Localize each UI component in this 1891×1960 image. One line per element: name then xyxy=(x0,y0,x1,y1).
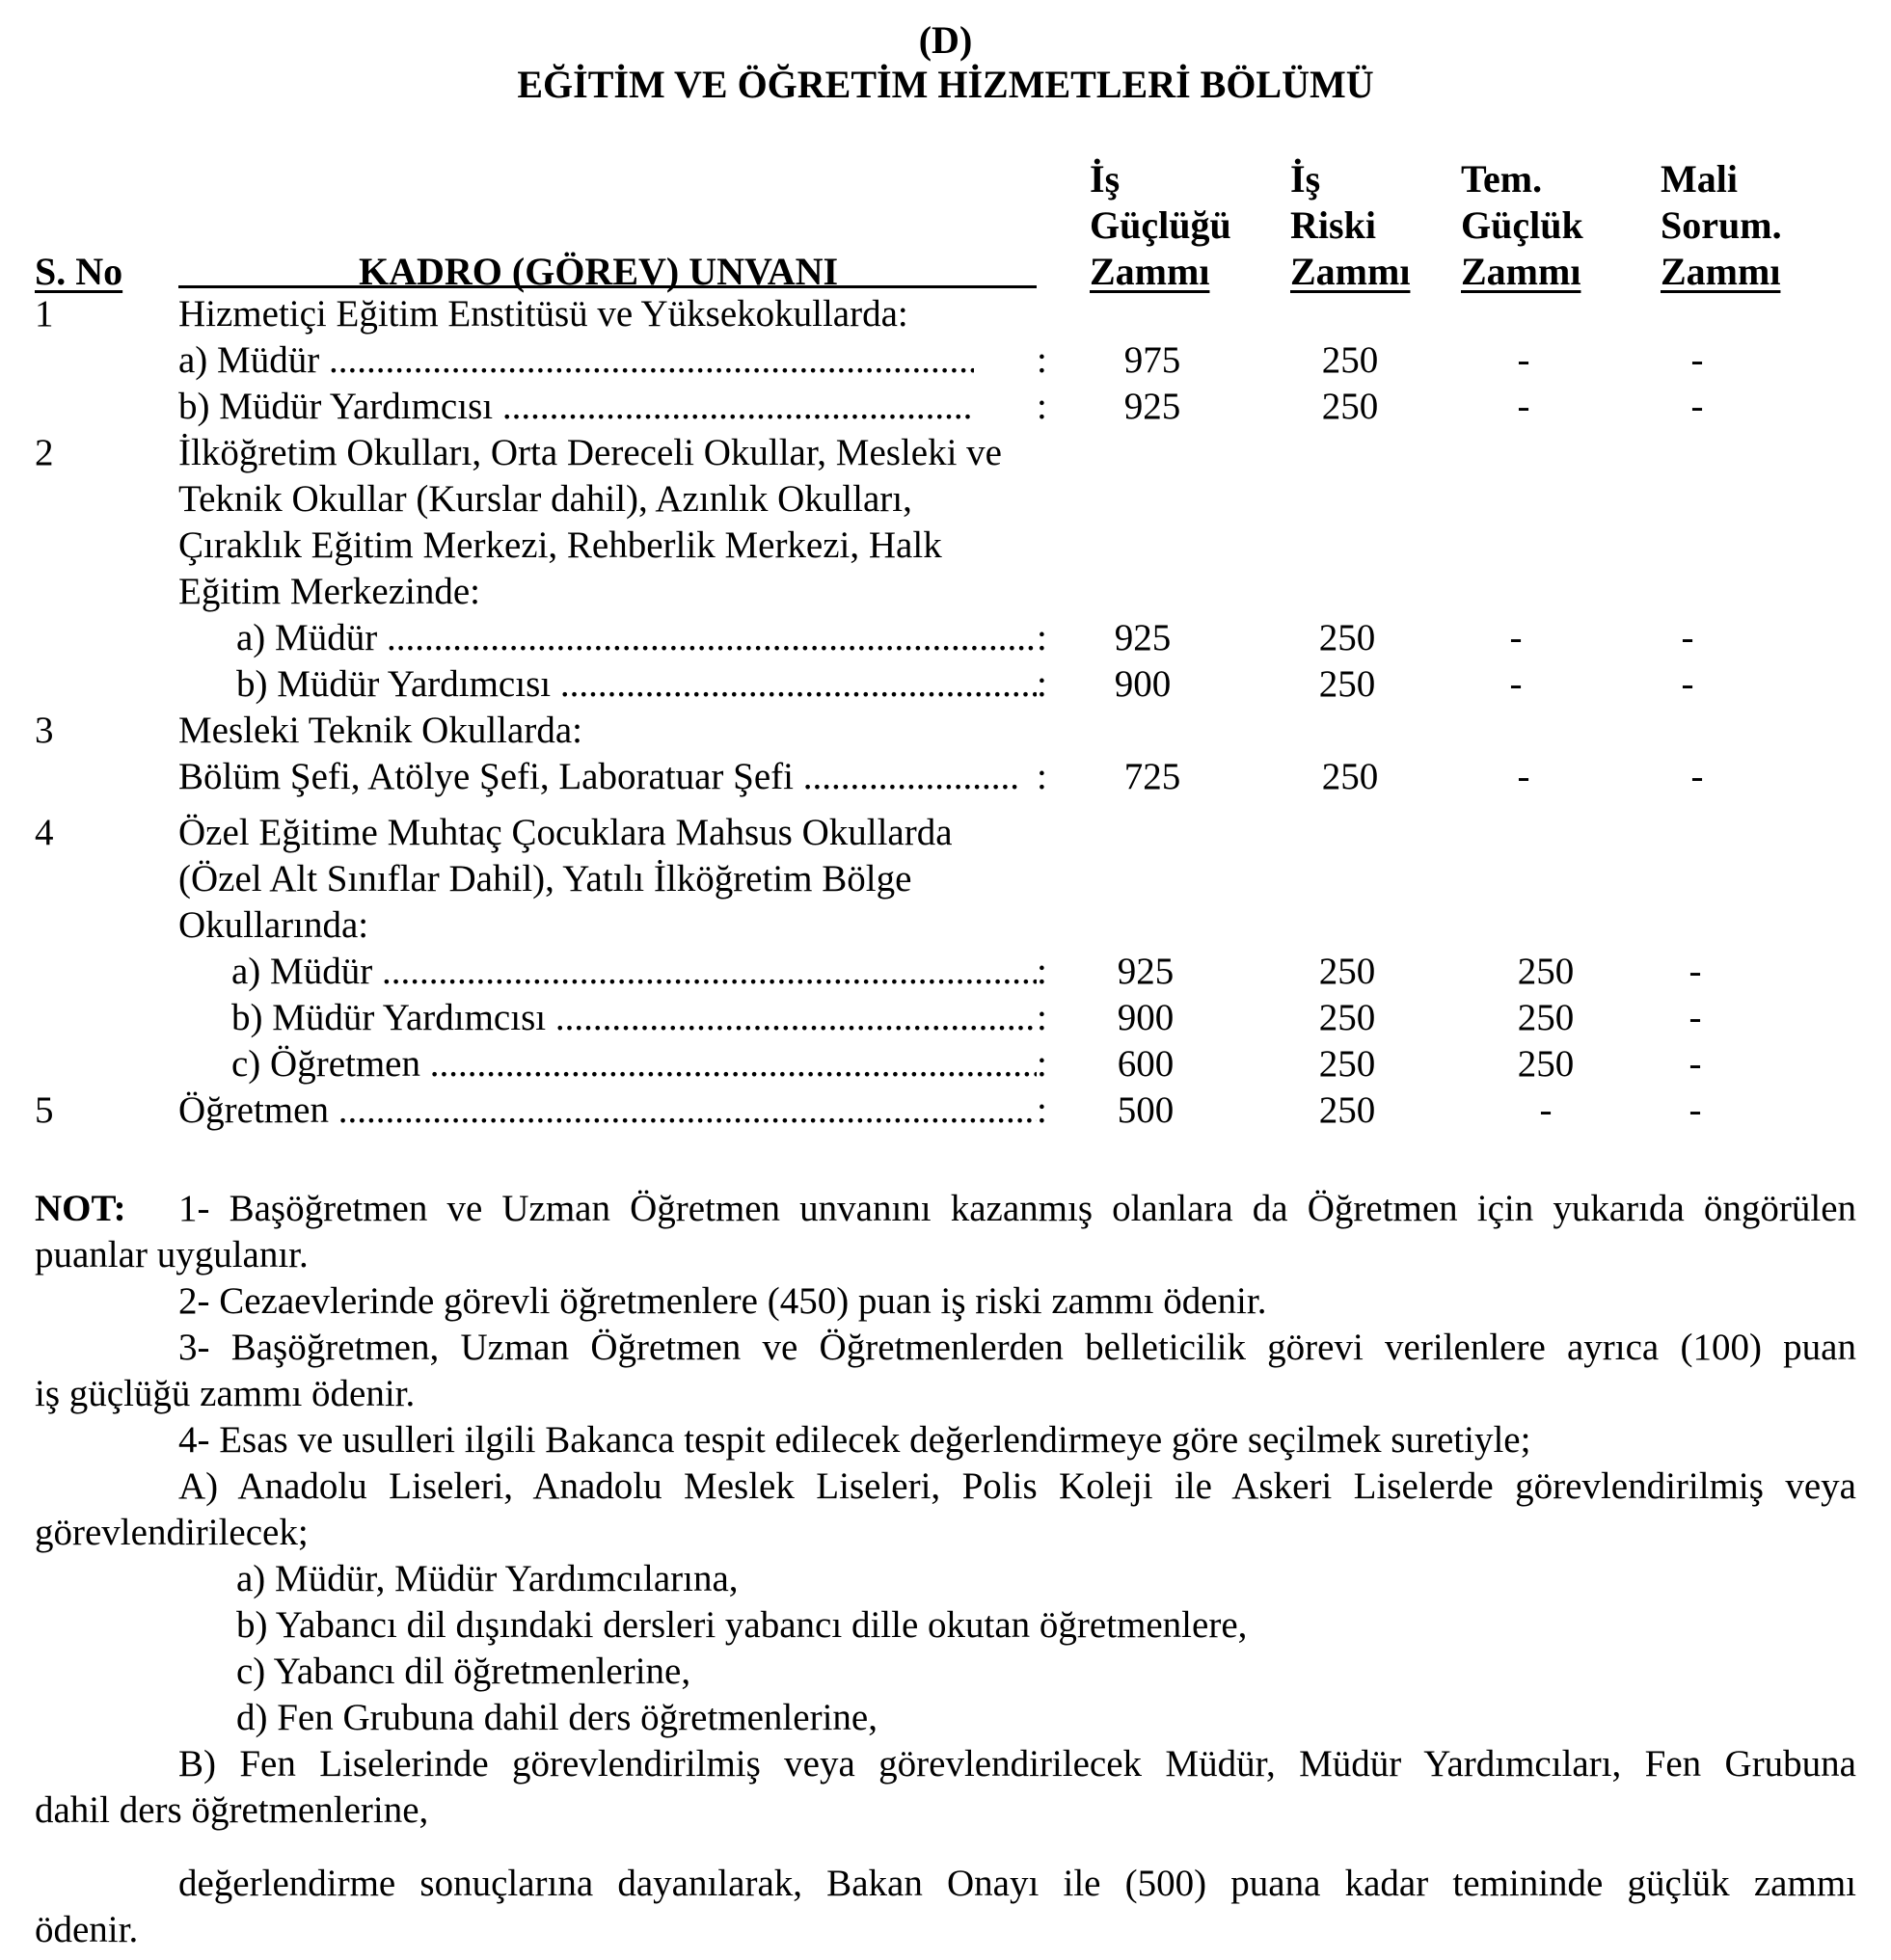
note-a-item-a: a) Müdür, Müdür Yardımcılarına, xyxy=(236,1558,739,1599)
row-item-colon: : xyxy=(1037,339,1047,381)
row-heading: Mesleki Teknik Okullarda: xyxy=(178,710,582,751)
value-cell: 925 xyxy=(1114,617,1172,658)
value-cell: 250 xyxy=(1321,386,1379,427)
row-item-colon: : xyxy=(1037,386,1047,427)
value-cell: - xyxy=(1681,663,1694,705)
header-is-guclugu-1: İş xyxy=(1090,157,1121,201)
note-b-line-2: dahil ders öğretmenlerine, xyxy=(35,1789,429,1831)
value-cell: 250 xyxy=(1321,339,1379,381)
section-title: EĞİTİM VE ÖĞRETİM HİZMETLERİ BÖLÜMÜ xyxy=(517,63,1374,106)
final-paragraph-line-1: değerlendirme sonuçlarına dayanılarak, Bakan Onayı ile (500) puana kadar temininde güçlük zammı xyxy=(178,1863,1856,1904)
notes-label: NOT: xyxy=(35,1188,126,1229)
note-2: 2- Cezaevlerinde görevli öğretmenlere (450) puan iş riski zammı ödenir. xyxy=(178,1280,1267,1322)
row-item-colon: : xyxy=(1037,1043,1047,1085)
row-item-label: b) Müdür Yardımcısı ..... xyxy=(178,384,974,430)
value-cell: - xyxy=(1517,386,1530,427)
row-number: 2 xyxy=(35,432,54,473)
row-number: 5 xyxy=(35,1089,54,1131)
value-cell: 500 xyxy=(1117,1089,1175,1131)
row-heading-line: Çıraklık Eğitim Merkezi, Rehberlik Merkezi, Halk xyxy=(178,524,942,566)
value-cell: - xyxy=(1517,339,1530,381)
value-cell: 900 xyxy=(1114,663,1172,705)
note-a-line-1: A) Anadolu Liseleri, Anadolu Meslek Liseleri, Polis Koleji ile Askeri Liselerde görevlendirilmiş veya xyxy=(178,1465,1856,1507)
value-cell: - xyxy=(1681,617,1694,658)
header-is-riski-1: İş xyxy=(1290,157,1321,201)
value-cell: 725 xyxy=(1123,756,1181,797)
value-cell: 250 xyxy=(1318,951,1376,992)
row-heading-line: Teknik Okullar (Kurslar dahil), Azınlık Okulları, xyxy=(178,478,912,520)
value-cell: 925 xyxy=(1117,951,1175,992)
note-3-line-2: iş güçlüğü zammı ödenir. xyxy=(35,1373,416,1414)
header-mali-sorum-2: Sorum. xyxy=(1661,203,1782,247)
header-kadro: KADRO (GÖREV) UNVANI xyxy=(359,250,839,293)
row-item-colon: : xyxy=(1037,756,1047,797)
value-cell: - xyxy=(1688,1089,1702,1131)
header-tem-gucluk-1: Tem. xyxy=(1461,157,1543,201)
header-tem-gucluk-2: Güçlük xyxy=(1461,203,1583,247)
header-tem-gucluk-3: Zammı xyxy=(1461,250,1581,293)
value-cell: 900 xyxy=(1117,997,1175,1038)
value-cell: - xyxy=(1690,339,1704,381)
value-cell: 600 xyxy=(1117,1043,1175,1085)
row-item-label: b) Müdür Yardımcısı ..... xyxy=(236,661,1037,708)
value-cell: - xyxy=(1688,951,1702,992)
value-cell: - xyxy=(1688,997,1702,1038)
value-cell: 250 xyxy=(1517,951,1575,992)
value-cell: - xyxy=(1539,1089,1553,1131)
row-item-colon: : xyxy=(1037,663,1047,705)
header-mali-sorum-1: Mali xyxy=(1661,157,1738,201)
value-cell: 250 xyxy=(1318,1089,1376,1131)
value-cell: 250 xyxy=(1318,1043,1376,1085)
row-heading-line: İlköğretim Okulları, Orta Dereceli Okullar, Mesleki ve xyxy=(178,432,1002,473)
value-cell: 250 xyxy=(1318,997,1376,1038)
note-1-line-1: 1- Başöğretmen ve Uzman Öğretmen unvanını kazanmış olanlara da Öğretmen için yukarıda öngörülen xyxy=(178,1188,1856,1229)
header-mali-sorum-3: Zammı xyxy=(1661,250,1781,293)
final-paragraph-line-2: ödenir. xyxy=(35,1909,139,1950)
value-cell: 925 xyxy=(1123,386,1181,427)
row-heading-line: (Özel Alt Sınıflar Dahil), Yatılı İlköğretim Bölge xyxy=(178,858,912,899)
row-number: 3 xyxy=(35,710,54,751)
row-item-label: c) Öğretmen ..... xyxy=(231,1041,1037,1087)
note-b-line-1: B) Fen Liselerinde görevlendirilmiş veya görevlendirilecek Müdür, Müdür Yardımcıları, Fen Grubuna xyxy=(178,1743,1856,1785)
row-item-colon: : xyxy=(1037,1089,1047,1131)
row-item-label: a) Müdür ..... xyxy=(178,337,974,384)
row-item-label: Öğretmen ..... xyxy=(178,1087,1037,1134)
value-cell: - xyxy=(1509,663,1523,705)
value-cell: 250 xyxy=(1517,997,1575,1038)
header-is-riski-2: Riski xyxy=(1290,203,1376,247)
section-code: (D) xyxy=(918,18,973,62)
value-cell: - xyxy=(1688,1043,1702,1085)
note-a-line-2: görevlendirilecek; xyxy=(35,1512,309,1553)
header-is-guclugu-2: Güçlüğü xyxy=(1090,203,1231,247)
row-item-label: a) Müdür ..... xyxy=(236,615,1037,661)
value-cell: 250 xyxy=(1321,756,1379,797)
row-item-label: b) Müdür Yardımcısı ..... xyxy=(231,995,1037,1041)
row-item-label: a) Müdür ..... xyxy=(231,949,1037,995)
value-cell: - xyxy=(1509,617,1523,658)
header-is-guclugu-3: Zammı xyxy=(1090,250,1210,293)
value-cell: 250 xyxy=(1318,663,1376,705)
value-cell: - xyxy=(1517,756,1530,797)
value-cell: 250 xyxy=(1517,1043,1575,1085)
value-cell: 250 xyxy=(1318,617,1376,658)
row-heading-line: Eğitim Merkezinde: xyxy=(178,571,480,612)
row-number: 1 xyxy=(35,293,54,335)
value-cell: - xyxy=(1690,386,1704,427)
row-heading: Hizmetiçi Eğitim Enstitüsü ve Yüksekokullarda: xyxy=(178,293,908,335)
note-a-item-b: b) Yabancı dil dışındaki dersleri yabancı dille okutan öğretmenlere, xyxy=(236,1604,1248,1646)
value-cell: 975 xyxy=(1123,339,1181,381)
note-1-line-2: puanlar uygulanır. xyxy=(35,1234,309,1275)
note-a-item-c: c) Yabancı dil öğretmenlerine, xyxy=(236,1651,691,1692)
row-item-label: Bölüm Şefi, Atölye Şefi, Laboratuar Şefi ..... xyxy=(178,754,1017,800)
row-item-colon: : xyxy=(1037,997,1047,1038)
value-cell: - xyxy=(1690,756,1704,797)
header-sno: S. No xyxy=(35,250,123,293)
note-3-line-1: 3- Başöğretmen, Uzman Öğretmen ve Öğretmenlerden belleticilik görevi verilenlere ayrıca (100) puan xyxy=(178,1327,1856,1368)
note-a-item-d: d) Fen Grubuna dahil ders öğretmenlerine, xyxy=(236,1697,878,1738)
row-item-colon: : xyxy=(1037,951,1047,992)
note-4: 4- Esas ve usulleri ilgili Bakanca tespit edilecek değerlendirmeye göre seçilmek suretiyle; xyxy=(178,1419,1531,1461)
row-number: 4 xyxy=(35,812,54,853)
row-heading-line: Özel Eğitime Muhtaç Çocuklara Mahsus Okullarda xyxy=(178,812,953,853)
header-is-riski-3: Zammı xyxy=(1290,250,1411,293)
row-heading-line: Okullarında: xyxy=(178,904,369,946)
row-item-colon: : xyxy=(1037,617,1047,658)
